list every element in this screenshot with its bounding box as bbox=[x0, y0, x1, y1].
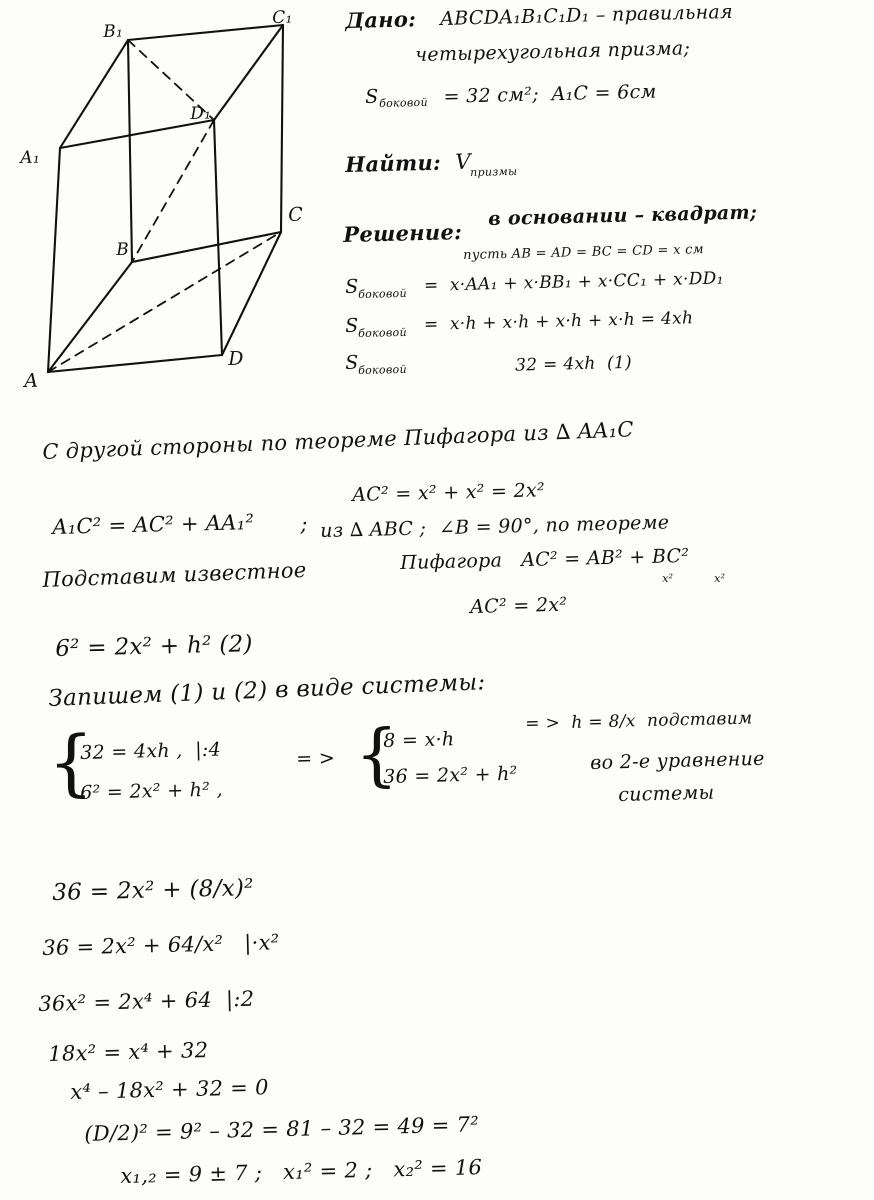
system-right-eq-1: 8 = x·h bbox=[383, 728, 455, 752]
final-step-2: 36 = 2x² + 64/x² |·x² bbox=[42, 930, 280, 960]
pythagoras-left-eq: A₁C² = AC² + AA₁² bbox=[52, 510, 255, 539]
s-lateral-eq-3: 32 = 4xh (1) bbox=[418, 352, 633, 378]
final-step-6: (D/2)² = 9² – 32 = 81 – 32 = 49 = 7² bbox=[84, 1112, 480, 1146]
find-subscript: призмы bbox=[470, 164, 518, 179]
solution-base-note: в основании – квадрат; bbox=[488, 201, 758, 230]
s-lateral-sub-3: боковой bbox=[358, 362, 408, 377]
given-heading: Дано: bbox=[345, 6, 417, 33]
pythagoras-right-eq-3: Пифагора AC² = AB² + BC² bbox=[400, 544, 690, 574]
system-note-3: системы bbox=[618, 781, 715, 806]
s-lateral-eq-2: = x·h + x·h + x·h + x·h = 4xh bbox=[418, 308, 694, 335]
vertex-label-C: C bbox=[288, 203, 304, 226]
final-step-5: x⁴ – 18x² + 32 = 0 bbox=[70, 1075, 270, 1104]
pythagoras-semicolon: ; bbox=[300, 511, 308, 536]
system-intro: Запишем (1) и (2) в виде системы: bbox=[48, 669, 486, 712]
system-left-eq-1: 32 = 4xh , |:4 bbox=[80, 738, 222, 764]
pythagoras-small-2: x² bbox=[714, 571, 726, 585]
pythagoras-intro: С другой стороны по теореме Пифагора из ∆ AA₁C bbox=[42, 417, 635, 464]
s-lateral-label-2: S bbox=[345, 314, 359, 337]
given-line-1: ABCDA₁B₁C₁D₁ – правильная bbox=[440, 0, 734, 30]
given-s-value: = 32 см²; A₁C = 6см bbox=[437, 80, 657, 108]
system-right-eq-2: 36 = 2x² + h² bbox=[383, 762, 518, 788]
s-lateral-eq-1: = x·AA₁ + x·BB₁ + x·CC₁ + x·DD₁ bbox=[418, 268, 724, 296]
find-heading: Найти: bbox=[345, 149, 442, 177]
vertex-label-B: B bbox=[116, 239, 130, 260]
vertex-label-D: D bbox=[228, 347, 245, 370]
pythagoras-small-1: x² bbox=[662, 571, 674, 585]
final-step-1: 36 = 2x² + (8/x)² bbox=[52, 875, 255, 906]
final-step-7: x₁,₂ = 9 ± 7 ; x₁² = 2 ; x₂² = 16 bbox=[120, 1155, 483, 1188]
final-step-4: 18x² = x⁴ + 32 bbox=[48, 1038, 209, 1066]
right-brace: { bbox=[355, 716, 399, 795]
pythagoras-right-eq-4: AC² = 2x² bbox=[470, 593, 568, 618]
pythagoras-right-eq-2: из ∆ ABC ; ∠B = 90°, по теореме bbox=[320, 511, 670, 542]
vertex-label-C1: C₁ bbox=[272, 7, 293, 28]
find-value: V bbox=[455, 149, 472, 174]
s-lateral-sub-2: боковой bbox=[358, 325, 408, 340]
vertex-label-A: A bbox=[24, 369, 39, 392]
prism-svg bbox=[0, 0, 360, 410]
s-lateral-label-3: S bbox=[345, 351, 359, 374]
vertex-label-A1: A₁ bbox=[20, 147, 41, 168]
given-s-label: S bbox=[365, 85, 379, 108]
left-brace: { bbox=[48, 720, 94, 804]
vertex-label-D1: D₁ bbox=[190, 103, 212, 124]
system-note-1: = > h = 8/x подставим bbox=[525, 708, 753, 734]
pythagoras-right-eq-1: AC² = x² + x² = 2x² bbox=[352, 479, 546, 506]
s-lateral-label-1: S bbox=[345, 275, 359, 298]
system-note-2: во 2-е уравнение bbox=[590, 747, 765, 774]
substitute-equation: 6² = 2x² + h² (2) bbox=[55, 631, 254, 662]
system-arrow: = > bbox=[296, 747, 336, 770]
solution-heading: Решение: bbox=[343, 219, 463, 247]
prism-figure bbox=[0, 0, 360, 410]
substitute-text: Подставим известное bbox=[42, 557, 307, 592]
final-step-3: 36x² = 2x⁴ + 64 |:2 bbox=[38, 986, 255, 1016]
s-lateral-sub-1: боковой bbox=[358, 286, 408, 301]
vertex-label-B1: B₁ bbox=[103, 21, 124, 42]
given-line-2: четырехугольная призма; bbox=[415, 37, 691, 66]
system-left-eq-2: 6² = 2x² + h² , bbox=[80, 778, 224, 804]
given-s-subscript: боковой bbox=[379, 95, 429, 110]
solution-let-note: пусть AB = AD = BC = CD = x см bbox=[463, 242, 705, 263]
